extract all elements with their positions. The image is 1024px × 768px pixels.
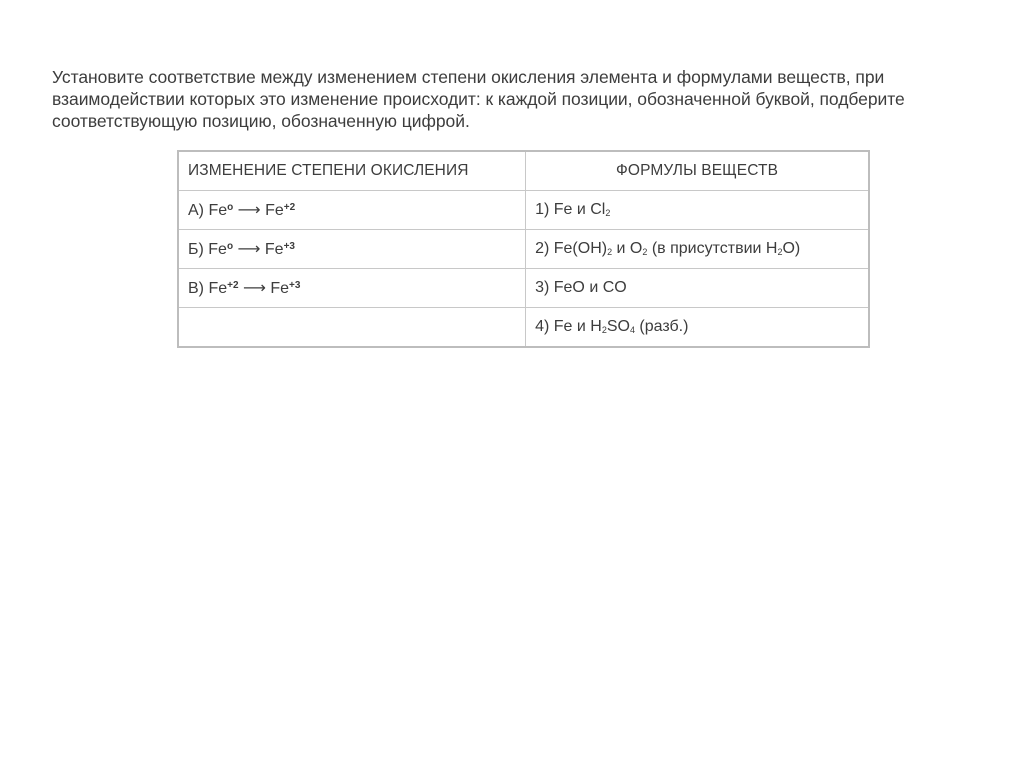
oxidation-change-a: А) Fe$^o$ ⟶ $Fe^{+2}$ [178,191,526,230]
table-row [178,269,869,308]
header-oxidation-change: ИЗМЕНЕНИЕ СТЕПЕНИ ОКИСЛЕНИЯ [178,151,526,191]
matching-table [177,150,870,348]
formula-1: 1) Fe и $Cl_2$ [526,191,869,230]
formula-2: 2) $Fe(OH)_2$ и $O_2$ (в присутствии $H_2O$) [526,230,869,269]
oxidation-change-v: В) $Fe^{+2}$ ⟶ $Fe^{+3}$ [178,269,526,308]
formula-4: 4) Fe и $H_2SO_4$ (разб.) [526,308,869,348]
formula-3: 3) FeO и CO [526,269,869,308]
table-header-row [178,151,869,191]
oxidation-change-b: Б) Fe$^o$ ⟶ $Fe^{+3}$ [178,230,526,269]
table-row [178,308,869,348]
task-text: Установите соответствие между изменением степени окисления элемента и формулами веществ, при взаимодействии которых это изменение происходит: к каждой позиции, обозначенной буквой, подберите соответствующую позицию, обозначенную цифрой. [52,67,905,131]
table-row [178,191,869,230]
header-formulas: ФОРМУЛЫ ВЕЩЕСТВ [526,151,869,191]
table-row [178,230,869,269]
empty-cell [178,308,526,348]
